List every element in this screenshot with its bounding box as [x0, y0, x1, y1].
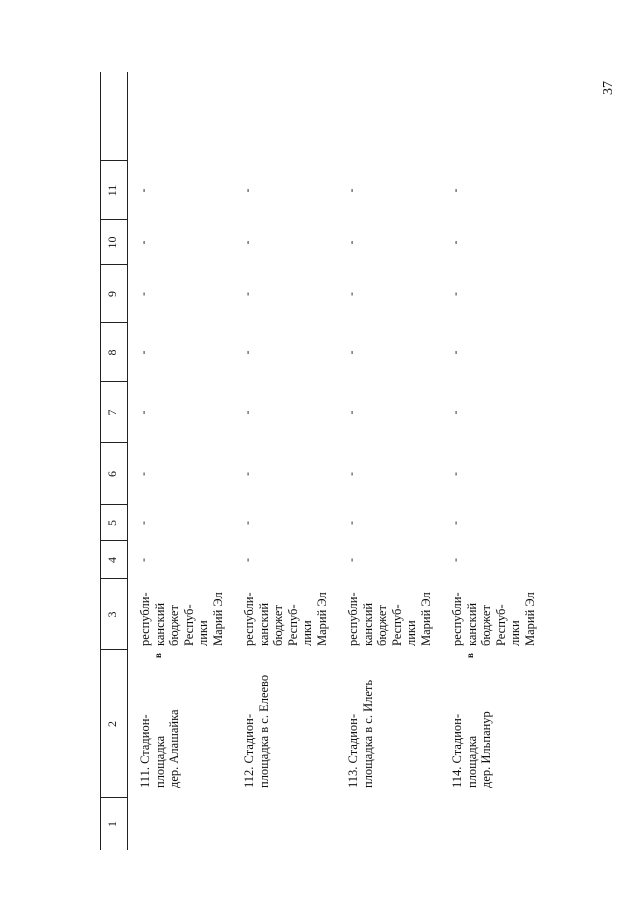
header-rule: [100, 72, 101, 850]
value-cell: -: [240, 521, 254, 525]
value-cell: -: [448, 558, 462, 562]
value-cell: -: [240, 410, 254, 415]
rotated-table: [100, 72, 540, 850]
column-number: 7: [105, 409, 119, 416]
row-name: 112. Стадион- площадка в с. Елеево: [242, 674, 271, 788]
column-number: 3: [105, 611, 119, 618]
value-cell: -: [240, 472, 254, 476]
value-cell: -: [448, 350, 462, 355]
value-cell: -: [448, 188, 462, 193]
column-number: 6: [105, 471, 119, 477]
value-cell: -: [136, 558, 150, 562]
header-divider: [100, 322, 127, 323]
funding-source: республи- канский бюджет Респуб- лики Марий Эл: [346, 592, 433, 646]
value-cell: -: [448, 521, 462, 525]
value-cell: -: [240, 188, 254, 193]
funding-source: республи- канский бюджет Респуб- лики Марий Эл: [138, 592, 225, 646]
column-number: 9: [105, 291, 119, 297]
header-divider: [100, 219, 127, 220]
value-cell: -: [448, 410, 462, 415]
row-mark: в: [153, 653, 163, 658]
header-divider: [100, 578, 127, 579]
row-name: 111. Стадион- площадка дер. Алашайка: [138, 709, 181, 788]
column-number: 11: [105, 184, 119, 197]
row-name: 113. Стадион- площадка в с. Илеть: [346, 679, 375, 788]
column-number: 4: [105, 557, 119, 563]
column-number: 10: [105, 236, 119, 249]
header-divider: [100, 442, 127, 443]
header-divider: [100, 264, 127, 265]
value-cell: -: [448, 472, 462, 476]
column-number: 5: [105, 520, 119, 526]
value-cell: -: [136, 521, 150, 525]
value-cell: -: [136, 188, 150, 193]
value-cell: -: [344, 188, 358, 193]
value-cell: -: [344, 410, 358, 415]
value-cell: -: [136, 292, 150, 296]
value-cell: -: [240, 292, 254, 296]
value-cell: -: [448, 292, 462, 296]
value-cell: -: [136, 240, 150, 245]
column-number: 1: [105, 821, 119, 827]
value-cell: -: [344, 558, 358, 562]
header-divider: [100, 160, 127, 161]
page-number: 37: [601, 81, 616, 95]
header-divider: [100, 649, 127, 650]
header-divider: [100, 540, 127, 541]
value-cell: -: [240, 350, 254, 355]
row-name: 114. Стадион- площадка дер. Ильпанур: [450, 711, 493, 788]
header-rule: [127, 72, 128, 850]
funding-source: республи- канский бюджет Респуб- лики Марий Эл: [242, 592, 329, 646]
value-cell: -: [344, 350, 358, 355]
value-cell: -: [136, 410, 150, 415]
value-cell: -: [344, 521, 358, 525]
value-cell: -: [136, 350, 150, 355]
value-cell: -: [240, 558, 254, 562]
funding-source: республи- канский бюджет Респуб- лики Марий Эл: [450, 592, 537, 646]
value-cell: -: [448, 240, 462, 245]
row-mark: в: [465, 653, 475, 658]
value-cell: -: [344, 292, 358, 296]
column-number: 2: [105, 721, 119, 727]
value-cell: -: [344, 472, 358, 476]
column-number: 8: [105, 349, 119, 356]
header-divider: [100, 797, 127, 798]
header-divider: [100, 381, 127, 382]
value-cell: -: [344, 240, 358, 245]
value-cell: -: [240, 240, 254, 245]
value-cell: -: [136, 472, 150, 476]
header-divider: [100, 504, 127, 505]
